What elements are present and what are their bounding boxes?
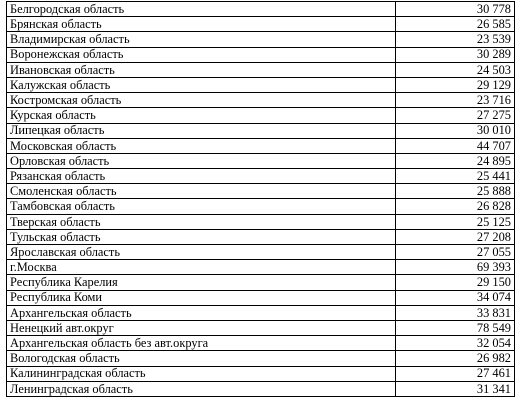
region-name-cell: Воронежская область xyxy=(7,47,396,62)
region-name-cell: Республика Карелия xyxy=(7,275,396,290)
table-row xyxy=(7,305,515,320)
region-value-cell: 31 341 xyxy=(396,381,515,396)
region-name-cell: Ленинградская область xyxy=(7,381,396,396)
region-name-cell: Орловская область xyxy=(7,153,396,168)
table-row xyxy=(7,199,515,214)
table-row xyxy=(7,336,515,351)
region-value-cell: 29 129 xyxy=(396,77,515,92)
region-value-cell: 30 010 xyxy=(396,123,515,138)
region-name-cell: Республика Коми xyxy=(7,290,396,305)
region-value-cell: 25 441 xyxy=(396,169,515,184)
table-row xyxy=(7,184,515,199)
table-row xyxy=(7,366,515,381)
region-value-cell: 78 549 xyxy=(396,320,515,335)
region-name-cell: Рязанская область xyxy=(7,169,396,184)
table-row xyxy=(7,62,515,77)
region-value-cell: 26 828 xyxy=(396,199,515,214)
region-value-cell: 25 125 xyxy=(396,214,515,229)
region-name-cell: Тульская область xyxy=(7,229,396,244)
region-name-cell: Московская область xyxy=(7,138,396,153)
region-value-cell: 27 208 xyxy=(396,229,515,244)
table-row xyxy=(7,47,515,62)
region-name-cell: Калужская область xyxy=(7,77,396,92)
table-row xyxy=(7,2,515,17)
region-name-cell: Ярославская область xyxy=(7,245,396,260)
region-name-cell: Архангельская область без авт.округа xyxy=(7,336,396,351)
region-value-cell: 26 585 xyxy=(396,17,515,32)
region-value-cell: 32 054 xyxy=(396,336,515,351)
table-row xyxy=(7,381,515,396)
region-value-cell: 44 707 xyxy=(396,138,515,153)
region-name-cell: Владимирская область xyxy=(7,32,396,47)
table-row xyxy=(7,32,515,47)
table-row xyxy=(7,153,515,168)
table-body xyxy=(7,2,515,397)
table-row xyxy=(7,320,515,335)
table-row xyxy=(7,275,515,290)
table-row xyxy=(7,260,515,275)
table-row xyxy=(7,351,515,366)
region-name-cell: Тамбовская область xyxy=(7,199,396,214)
region-name-cell: Архангельская область xyxy=(7,305,396,320)
region-value-cell: 27 275 xyxy=(396,108,515,123)
region-value-cell: 26 982 xyxy=(396,351,515,366)
table-row xyxy=(7,229,515,244)
table-row xyxy=(7,169,515,184)
table-row xyxy=(7,214,515,229)
region-value-cell: 23 716 xyxy=(396,93,515,108)
region-name-cell: Ненецкий авт.округ xyxy=(7,320,396,335)
region-name-cell: Тверская область xyxy=(7,214,396,229)
region-value-cell: 24 503 xyxy=(396,62,515,77)
table-row xyxy=(7,108,515,123)
region-name-cell: Брянская область xyxy=(7,17,396,32)
table-row xyxy=(7,77,515,92)
region-value-cell: 25 888 xyxy=(396,184,515,199)
region-name-cell: Костромская область xyxy=(7,93,396,108)
region-income-table xyxy=(6,1,515,397)
table-row xyxy=(7,17,515,32)
region-name-cell: Смоленская область xyxy=(7,184,396,199)
region-value-cell: 23 539 xyxy=(396,32,515,47)
table-row xyxy=(7,245,515,260)
region-value-cell: 69 393 xyxy=(396,260,515,275)
region-value-cell: 27 461 xyxy=(396,366,515,381)
region-name-cell: Вологодская область xyxy=(7,351,396,366)
region-name-cell: Ивановская область xyxy=(7,62,396,77)
region-value-cell: 24 895 xyxy=(396,153,515,168)
region-name-cell: Курская область xyxy=(7,108,396,123)
region-value-cell: 29 150 xyxy=(396,275,515,290)
region-name-cell: Калининградская область xyxy=(7,366,396,381)
region-value-cell: 30 778 xyxy=(396,2,515,17)
region-name-cell: Белгородская область xyxy=(7,2,396,17)
table-row xyxy=(7,138,515,153)
region-name-cell: Липецкая область xyxy=(7,123,396,138)
region-value-cell: 27 055 xyxy=(396,245,515,260)
table-row xyxy=(7,290,515,305)
region-value-cell: 30 289 xyxy=(396,47,515,62)
region-value-cell: 34 074 xyxy=(396,290,515,305)
region-value-cell: 33 831 xyxy=(396,305,515,320)
region-name-cell: г.Москва xyxy=(7,260,396,275)
table-row xyxy=(7,93,515,108)
table-row xyxy=(7,123,515,138)
